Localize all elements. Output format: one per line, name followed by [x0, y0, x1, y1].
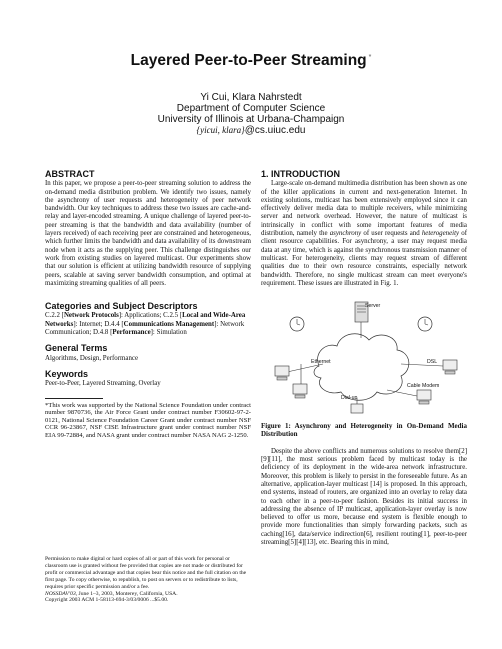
internet-cloud — [314, 334, 409, 401]
copyright-line: Copyright 2003 ACM 1-58113-694-3/03/0006 ...$5.00. — [45, 597, 169, 604]
abstract-heading: ABSTRACT — [45, 169, 95, 179]
computer-icon-ethernet — [275, 366, 289, 380]
left-column — [45, 170, 251, 439]
authors: Yi Cui, Klara Nahrstedt — [200, 92, 302, 103]
email — [0, 125, 502, 136]
network-diagram — [261, 294, 467, 418]
abstract-text: In this paper, we propose a peer-to-peer streaming solution to address the on-demand media distribution problem. We identify two issues, namely the asynchrony of user requests and heterogeneity of peer network bandwidth. Our key techniques to address these two issues are cache-and-relay and layer-encoded streaming. A unique challenge of layered peer-to-peer streaming is that the bandwidth and data availability (number of layers received) of each receiving peer are constrained and heterogeneous, which further limits the bandwidth and data availability of its downstream node when it acts as the supplying peer. This challenge distinguishes our work from existing studies on layered multicast. Our experiments show that our solution is efficient at utilizing bandwidth resource of supplying peers, scalable at saving server bandwidth consumption, and optimal at maximizing streaming qualities of all peers. — [45, 180, 251, 287]
label-dsl: DSL — [427, 359, 438, 366]
email-domain: @cs.uiuc.edu — [244, 125, 306, 136]
general-terms-heading: General Terms — [45, 343, 108, 354]
keywords-text: Peer-to-Peer, Layered Streaming, Overlay — [45, 380, 161, 388]
computer-icon-dsl — [443, 360, 457, 374]
computer-icon-cable — [417, 390, 431, 404]
computer-icon-dialup — [351, 404, 363, 413]
label-server: Server — [365, 303, 381, 310]
permission-text: Permission to make digital or hard copies of all or part of this work for personal or classroom use is granted without fee provided that copies are not made or distributed for profit or commercial advantage and that copies bear this notice and the full citation on the first page. To copy otherwise, to republish, to post on servers or to redistribute to lists, requires prior specific permission and/or a fee. — [45, 556, 247, 590]
permission-block — [45, 556, 251, 604]
general-terms-text: Algorithms, Design, Performance — [45, 354, 139, 362]
label-dialup: Dial-up — [341, 395, 358, 402]
university: University of Illinois at Urbana-Champaign — [157, 114, 345, 125]
clock-icon-right — [418, 317, 432, 331]
title-text: Layered Peer-to-Peer Streaming — [130, 52, 367, 69]
right-column — [261, 170, 467, 547]
email-prefix: {yicui, klara} — [196, 125, 245, 135]
paper-title — [0, 52, 502, 70]
intro-paragraph-1: Large-scale on-demand multimedia distribution has been shown as one of the killer applications in current and next-generation Internet. In existing solutions, multicast has been extensively employed since it can effectively deliver media data to multiple receivers, while minimizing server and network overhead. However, the nature of multicast is intrinsically in conflict with some important features of media distribution, namely the asynchrony of user requests and heterogeneity of client resource capabilities. For asynchrony, a user may request media data at any time, which is against the synchronous transmission manner of multicast. For heterogeneity, clients may request stream of different qualities due to their own resource constraints, especially network bandwidth. Therefore, no single multicast stream can meet everyone's requirement. These issues are illustrated in Fig. 1. — [261, 180, 467, 287]
venue-line: NOSSDAV'03, June 1–3, 2003, Monterey, California, USA. — [45, 590, 178, 597]
title-footnote-mark: * — [368, 53, 372, 61]
computer-icon-lan — [293, 384, 307, 398]
footnote-rule — [45, 398, 103, 399]
department: Department of Computer Science — [176, 103, 326, 114]
intro-heading: 1. INTRODUCTION — [261, 169, 341, 179]
footnote: *This work was supported by the National Science Foundation under contract number 9870736, the Air Force Grant under contract number F30602-97-2-0121, National Science Foundation Career Grant under contract number NSF CCR 96-23867, NSF CISE Infrastructure grant under contract number NSF EIA 99-72884, and NASA grant under contract number NASA NAG 2-1250. — [45, 401, 251, 439]
label-ethernet: Ethernet — [311, 359, 331, 366]
clock-icon-left — [290, 317, 304, 331]
figure-caption: Figure 1: Asynchrony and Heterogeneity in On-Demand Media Distribution — [261, 422, 467, 439]
categories-heading: Categories and Subject Descriptors — [45, 301, 198, 312]
intro-paragraph-2: Despite the above conflicts and numerous solutions to resolve them[2][9][11], the most serious problem faced by multicast today is the deficiency of its deployment in the wide-area network infrastructure. Moreover, this problem is likely to persist in the foreseeable future. As an alternative, application-layer multicast [14] is proposed. In this approach, end systems, instead of routers, are organized into an overlay to relay data to each other in a peer-to-peer fashion. Besides its initial success in addressing the absence of IP multicast, application-layer overlay is now believed to offer us more, because end system is flexible enough to provide more functionalities than simply forwarding packets, such as caching[16], data/service indirection[6], resilient routing[1], peer-to-peer streaming[5][4][13], etc. Bearing this in mind, — [261, 447, 467, 547]
figure-1 — [261, 294, 467, 418]
categories-text: C.2.2 [Network Protocols]: Applications; C.2.5 [Local and Wide-Area Networks]: Internet; D.4.4 [Communications Management]: Network Communication; D.4.8 [Performance]: Simulation — [45, 312, 246, 337]
keywords-heading: Keywords — [45, 368, 89, 379]
label-cable: Cable Modem — [407, 383, 440, 390]
